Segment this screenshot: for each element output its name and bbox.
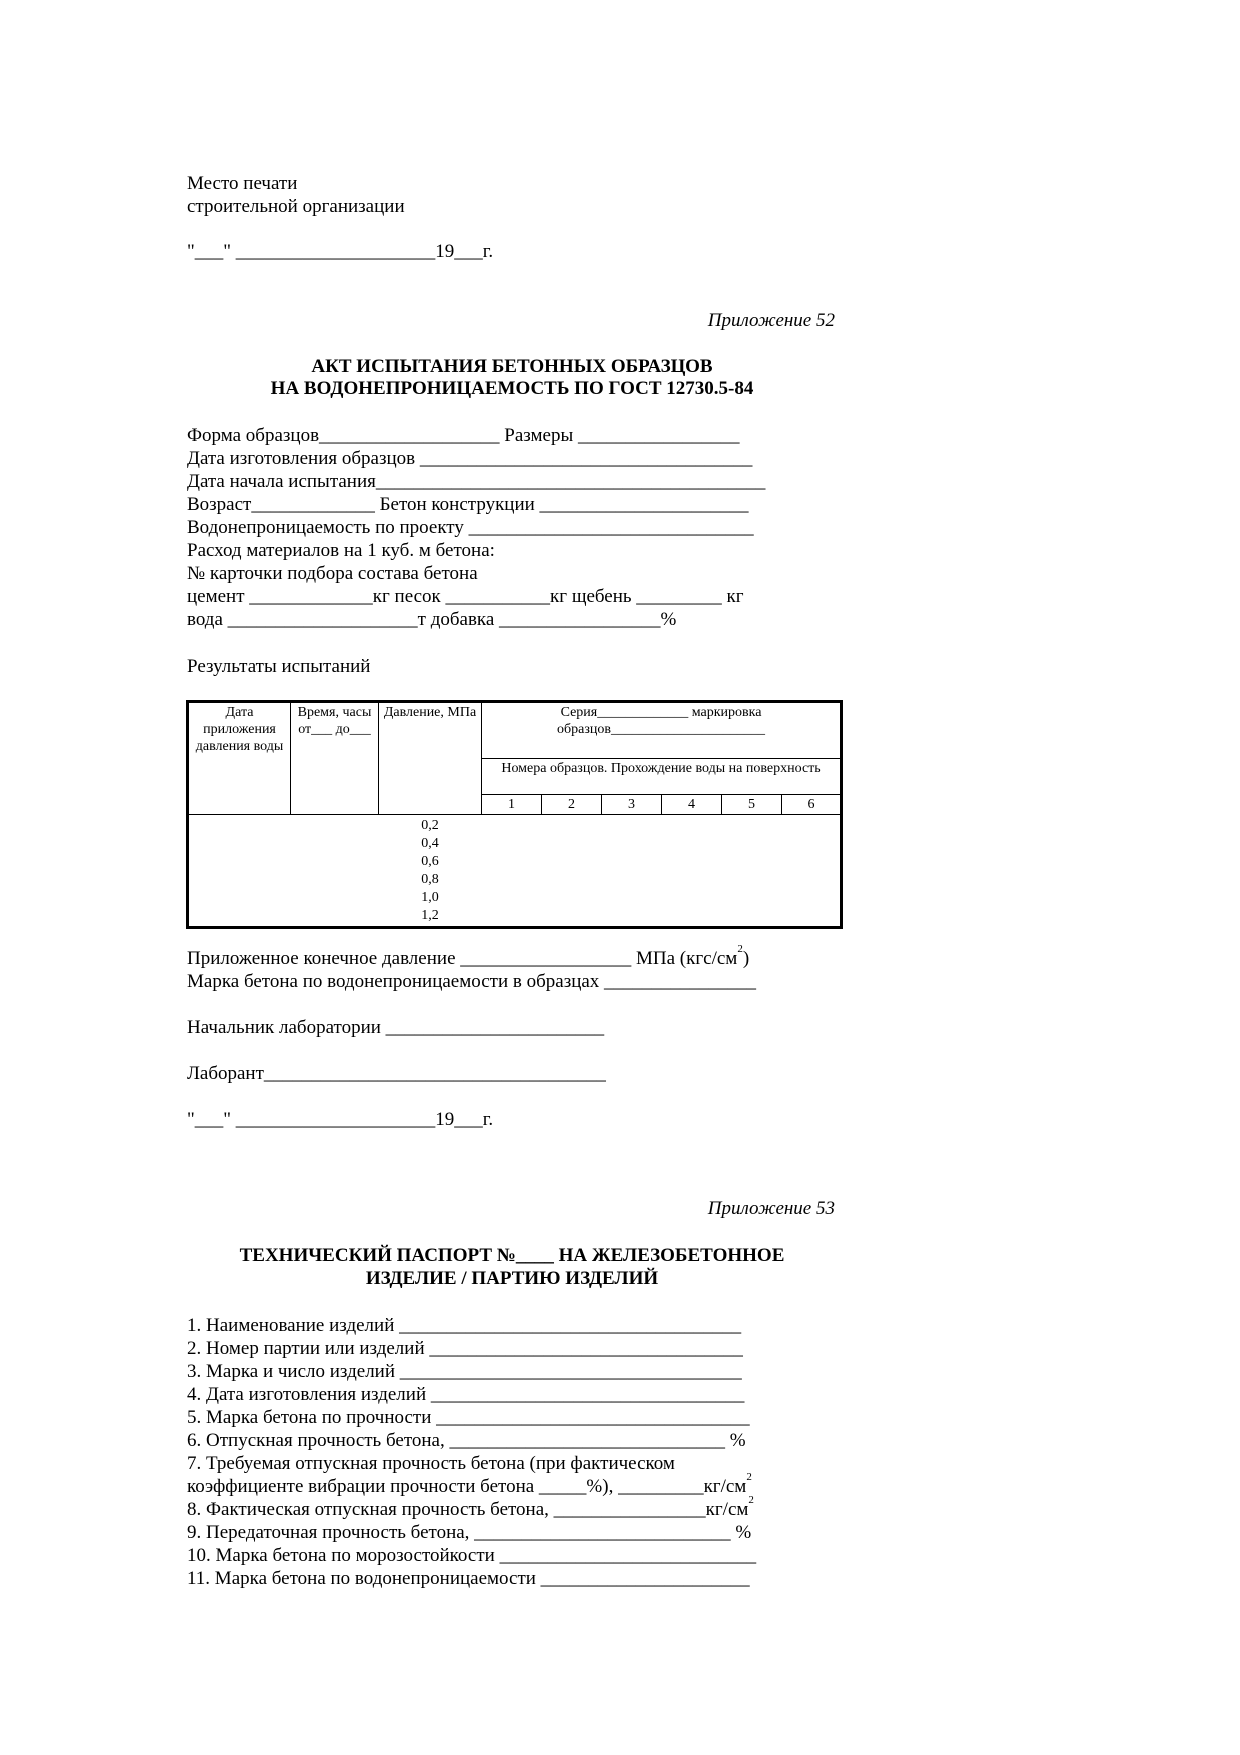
- passport-item-7-line-2: [187, 1471, 752, 1498]
- grade-line: Марка бетона по водонепроницаемости в образцах ________________: [187, 971, 757, 992]
- passport-item-3: 3. Марка и число изделий ____________________________________: [187, 1361, 742, 1382]
- stamp-date: "___" _____________________19___г.: [187, 241, 494, 262]
- results-table: [186, 700, 843, 929]
- appendix-53-label: Приложение 53: [707, 1198, 835, 1219]
- passport-title-line-1: ТЕХНИЧЕСКИЙ ПАСПОРТ №____ НА ЖЕЛЕЗОБЕТОННОЕ: [239, 1245, 785, 1266]
- pressure-value: 0,2: [421, 818, 439, 833]
- sample-number-2: 2: [542, 795, 602, 815]
- final-pressure-text: Приложенное конечное давление __________________ МПа (кгс/см: [187, 948, 738, 969]
- header-pressure: Давление, МПа: [379, 702, 482, 815]
- passport-item-4: 4. Дата изготовления изделий _________________________________: [187, 1384, 745, 1405]
- passport-item-5: 5. Марка бетона по прочности _________________________________: [187, 1407, 750, 1428]
- header-time: Время, часы от___ до___: [291, 702, 379, 815]
- passport-item-1: 1. Наименование изделий ____________________________________: [187, 1315, 742, 1336]
- body-date-time-cell: [188, 815, 379, 928]
- sample-number-1: 1: [482, 795, 542, 815]
- sample-number-5: 5: [722, 795, 782, 815]
- header-date: Дата приложения давления воды: [188, 702, 291, 815]
- pressure-value: 0,8: [421, 872, 439, 887]
- act-field-form: Форма образцов___________________ Размеры _________________: [187, 425, 740, 446]
- act-field-made-date: Дата изготовления образцов ___________________________________: [187, 448, 753, 469]
- body-pressure-cell: [379, 815, 482, 928]
- sample-number-6: 6: [782, 795, 842, 815]
- passport-item-8-text: 8. Фактическая отпускная прочность бетона, ________________кг/см: [187, 1499, 749, 1520]
- pressure-value: 0,6: [421, 854, 439, 869]
- header-sample-numbers: Номера образцов. Прохождение воды на поверхность: [482, 759, 842, 795]
- act-field-materials: Расход материалов на 1 куб. м бетона:: [187, 540, 495, 561]
- stamp-line-1: Место печати: [187, 173, 298, 194]
- passport-title-line-2: ИЗДЕЛИЕ / ПАРТИЮ ИЗДЕЛИЙ: [365, 1268, 659, 1289]
- passport-item-7-text: коэффициенте вибрации прочности бетона _____%), _________кг/см: [187, 1476, 747, 1497]
- act-field-test-start: Дата начала испытания_________________________________________: [187, 471, 766, 492]
- passport-item-2: 2. Номер партии или изделий _________________________________: [187, 1338, 743, 1359]
- final-pressure-sup: 2: [737, 943, 743, 955]
- passport-item-6: 6. Отпускная прочность бетона, _____________________________ %: [187, 1430, 746, 1451]
- header-series: Серия_____________ маркировка образцов______________________: [482, 702, 842, 759]
- pressure-value: 0,4: [421, 836, 439, 851]
- act-field-design-permeability: Водонепроницаемость по проекту ______________________________: [187, 517, 754, 538]
- passport-item-8: [187, 1494, 754, 1521]
- act-field-cement: цемент _____________кг песок ___________кг щебень _________ кг: [187, 586, 744, 607]
- passport-item-9: 9. Передаточная прочность бетона, ___________________________ %: [187, 1522, 752, 1543]
- act-field-water: вода ____________________т добавка _________________%: [187, 609, 677, 630]
- final-pressure-line: [187, 943, 750, 970]
- act-field-age: Возраст_____________ Бетон конструкции ______________________: [187, 494, 749, 515]
- passport-item-8-sup: 2: [748, 1494, 754, 1506]
- lab-head-line: Начальник лаборатории _______________________: [187, 1017, 605, 1038]
- stamp-line-2: строительной организации: [187, 196, 405, 217]
- passport-item-10: 10. Марка бетона по морозостойкости ___________________________: [187, 1545, 757, 1566]
- lab-assistant-line: Лаборант____________________________________: [187, 1063, 606, 1084]
- pressure-value: 1,2: [421, 908, 439, 923]
- act-date: "___" _____________________19___г.: [187, 1109, 494, 1130]
- body-results-cell: [482, 815, 842, 928]
- pressure-value: 1,0: [421, 890, 439, 905]
- final-pressure-end: ): [742, 948, 750, 969]
- results-label: Результаты испытаний: [187, 656, 371, 677]
- appendix-52-label: Приложение 52: [707, 310, 835, 331]
- passport-item-7-sup: 2: [746, 1471, 752, 1483]
- sample-number-4: 4: [662, 795, 722, 815]
- results-table-wrap: [186, 700, 840, 926]
- act-title-line-1: АКТ ИСПЫТАНИЯ БЕТОННЫХ ОБРАЗЦОВ: [311, 356, 713, 377]
- passport-item-11: 11. Марка бетона по водонепроницаемости ______________________: [187, 1568, 750, 1589]
- passport-item-7: 7. Требуемая отпускная прочность бетона (при фактическом: [187, 1453, 675, 1474]
- act-field-card: № карточки подбора состава бетона: [187, 563, 478, 584]
- act-title-line-2: НА ВОДОНЕПРОНИЦАЕМОСТЬ ПО ГОСТ 12730.5-84: [270, 378, 754, 399]
- sample-number-3: 3: [602, 795, 662, 815]
